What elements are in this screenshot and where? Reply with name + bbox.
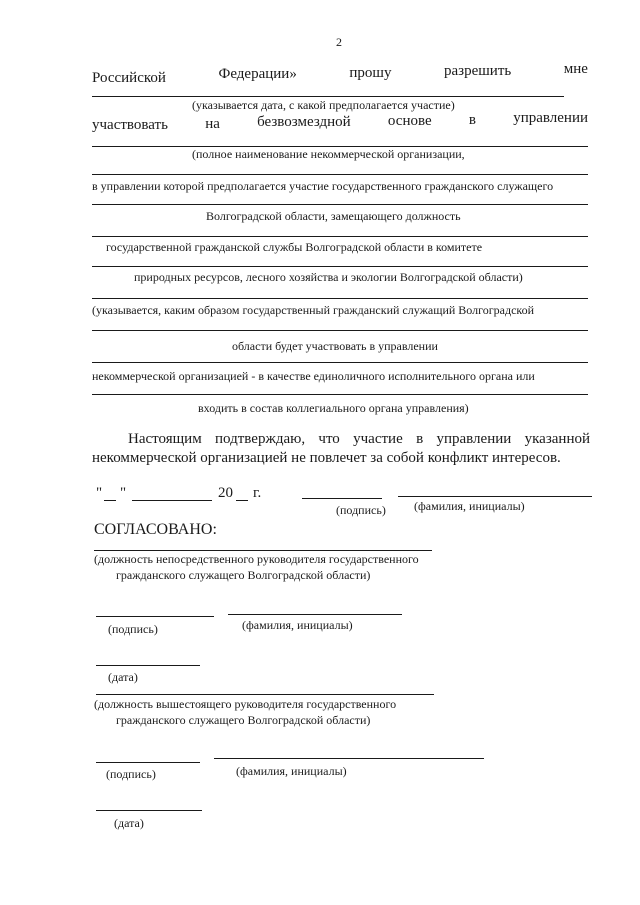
org-fill-line <box>92 236 588 237</box>
intro-word: прошу <box>349 65 392 81</box>
approver-2-name-label: (фамилия, инициалы) <box>236 764 347 778</box>
date-fill-line <box>92 96 564 97</box>
agreed-heading: СОГЛАСОВАНО: <box>94 521 217 538</box>
org-fill-line <box>92 204 588 205</box>
participate-word: на <box>205 116 220 132</box>
intro-word: Российской <box>92 70 166 86</box>
approver-1-signature-label: (подпись) <box>108 622 158 636</box>
hint-mode-line: входить в состав коллегиального органа управления) <box>198 401 469 415</box>
approver-1-name-line <box>228 614 402 615</box>
day-fill-line <box>104 500 116 501</box>
intro-word: разрешить <box>444 63 512 79</box>
date-quote-close: " <box>120 485 127 501</box>
approver-2-name-line <box>214 758 484 759</box>
org-fill-line <box>92 174 588 175</box>
approver-1-position-hint: гражданского служащего Волгоградской области) <box>116 568 371 582</box>
approver-1-date-line <box>96 665 200 666</box>
intro-word: мне <box>563 61 588 77</box>
org-fill-line <box>92 266 588 267</box>
approver-2-signature-line <box>96 762 200 763</box>
participate-line <box>92 110 588 133</box>
approver-1-position-line <box>94 550 432 551</box>
hint-mode-line: области будет участвовать в управлении <box>232 339 438 353</box>
hint-mode-line: некоммерческой организацией - в качестве единоличного исполнительного органа или <box>92 369 535 383</box>
intro-word: Федерации» <box>218 66 297 82</box>
hint-org-line: (полное наименование некоммерческой организации, <box>192 147 465 161</box>
signature-label: (подпись) <box>336 503 386 517</box>
approver-2-date-label: (дата) <box>114 816 144 830</box>
participate-word: участвовать <box>92 117 168 133</box>
mode-fill-line <box>92 330 588 331</box>
month-fill-line <box>132 500 212 501</box>
approver-2-signature-label: (подпись) <box>106 767 156 781</box>
confirmation-paragraph: Настоящим подтверждаю, что участие в управлении указанной некоммерческой организацией не повлечет за собой конфликт интересов. <box>92 431 590 466</box>
name-fill-line <box>398 496 592 497</box>
year-suffix: г. <box>253 485 262 501</box>
signature-fill-line <box>302 498 382 499</box>
mode-fill-line <box>92 362 588 363</box>
mode-fill-line <box>92 298 588 299</box>
hint-date: (указывается дата, с какой предполагается участие) <box>192 98 455 112</box>
year-prefix: 20 <box>218 485 233 501</box>
approver-1-position-hint: (должность непосредственного руководителя государственного <box>94 552 419 566</box>
approver-1-signature-line <box>96 616 214 617</box>
date-quote-open: " <box>96 485 103 501</box>
intro-line <box>92 61 588 86</box>
approver-2-date-line <box>96 810 202 811</box>
page-number: 2 <box>336 35 342 49</box>
hint-org-line: природных ресурсов, лесного хозяйства и экологии Волгоградской области) <box>134 270 523 284</box>
participate-word: безвозмездной <box>257 114 351 130</box>
approver-2-position-hint: гражданского служащего Волгоградской области) <box>116 713 371 727</box>
hint-org-line: в управлении которой предполагается участие государственного гражданского служащего <box>92 179 554 193</box>
participate-word: основе <box>387 113 432 129</box>
hint-org-line: Волгоградской области, замещающего должность <box>206 209 461 223</box>
year-fill-line <box>236 500 248 501</box>
participate-word: управлении <box>513 110 588 126</box>
approver-2-position-line <box>96 694 434 695</box>
approver-2-position-hint: (должность вышестоящего руководителя государственного <box>94 697 397 711</box>
hint-mode-line: (указывается, каким образом государственный гражданский служащий Волгоградской <box>92 303 535 317</box>
approver-1-date-label: (дата) <box>108 670 138 684</box>
participate-word: в <box>468 112 476 128</box>
hint-org-line: государственной гражданской службы Волгоградской области в комитете <box>106 240 483 254</box>
name-label: (фамилия, инициалы) <box>414 499 525 513</box>
approver-1-name-label: (фамилия, инициалы) <box>242 618 353 632</box>
mode-fill-line <box>92 394 588 395</box>
